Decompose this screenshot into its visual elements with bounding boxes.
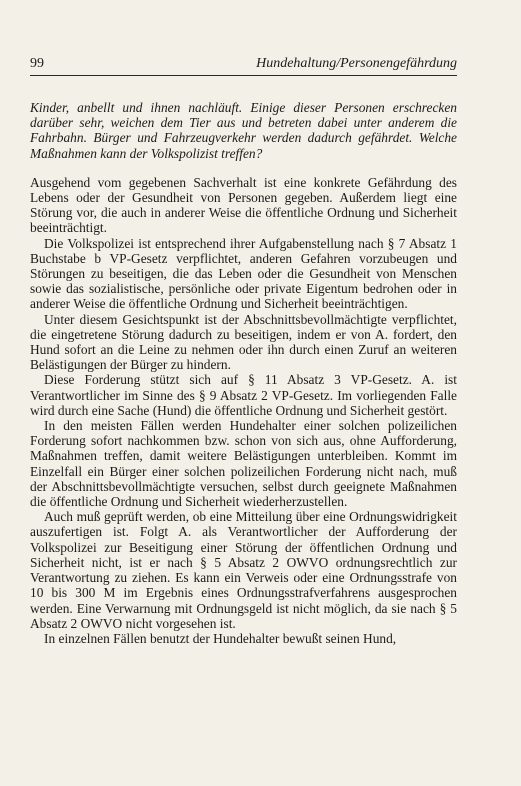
paragraph: Auch muß geprüft werden, ob eine Mitteilung über eine Ordnungswidrigkeit auszufertigen ist. Folgt A. als Verantwortlicher der Aufforderung der Volkspolizei zur Beseitigung einer Störung der öffentlichen Ordnung und Sicherheit nicht, ist er nach § 5 Absatz 2 OWVO ordnungsrechtlich zur Verantwortung zu ziehen. Es kann ein Verweis oder eine Ordnungsstrafe von 10 bis 300 M im Ergebnis eines Ordnungsstrafverfahrens ausgesprochen werden. Eine Verwarnung mit Ordnungsgeld ist nicht möglich, da sie nach § 5 Absatz 2 OWVO nicht vorgesehen ist. [30, 509, 457, 631]
paragraph: Die Volkspolizei ist entsprechend ihrer Aufgabenstellung nach § 7 Absatz 1 Buchstabe b VP-Gesetz verpflichtet, anderen Gefahren vorzubeugen und Störungen zu beseitigen, die das Leben oder die Gesundheit von Menschen sowie das sozialistische, persönliche oder private Eigentum bedrohen oder in anderer Weise die öffentliche Ordnung und Sicherheit beeinträchtigen. [30, 235, 457, 312]
running-title: Hundehaltung/Personengefährdung [256, 56, 457, 71]
paragraph: In einzelnen Fällen benutzt der Hundehalter bewußt seinen Hund, [44, 630, 397, 646]
paragraph: Ausgehend vom gegebenen Sachverhalt ist eine konkrete Gefährdung des Lebens oder der Gesundheit von Personen gegeben. Außerdem liegt eine Störung vor, die auch in anderer Weise die öffentliche Ordnung und Sicherheit beeinträchtigt. [30, 174, 457, 236]
paragraph: Unter diesem Gesichtspunkt ist der Abschnittsbevollmächtigte verpflichtet, die eingetretene Störung dadurch zu beseitigen, indem er von A. fordert, den Hund sofort an die Leine zu nehmen oder ihn durch einen Zuruf an weiteren Belästigungen der Bürger zu hindern. [30, 311, 457, 373]
paragraph: Diese Forderung stützt sich auf § 11 Absatz 3 VP-Gesetz. A. ist Verantwortlicher im Sinne des § 9 Absatz 2 VP-Gesetz. Im vorliegenden Falle wird durch eine Sache (Hund) die öffentliche Ordnung und Sicherheit gestört. [30, 372, 457, 418]
case-question: Kinder, anbellt und ihnen nachläuft. Einige dieser Personen erschrecken darüber sehr, weichen dem Tier aus und betreten dabei unter anderem die Fahrbahn. Bürger und Fahrzeugverkehr werden dadurch gefährdet. Welche Maßnahmen kann der Volkspolizist treffen? [30, 100, 457, 161]
paragraph: In den meisten Fällen werden Hundehalter einer solchen polizeilichen Forderung sofort nachkommen bzw. schon von sich aus, ohne Aufforderung, Maßnahmen treffen, damit weitere Belästigungen unterbleiben. Kommt im Einzelfall ein Bürger einer solchen polizeilichen Forderung nicht nach, muß der Abschnittsbevollmächtigte versuchen, selbst durch geeignete Maßnahmen die öffentliche Ordnung und Sicherheit wiederherzustellen. [30, 418, 457, 510]
running-header [30, 55, 457, 76]
page-number: 99 [30, 56, 44, 71]
page-body [30, 100, 457, 646]
spacer [30, 161, 457, 175]
